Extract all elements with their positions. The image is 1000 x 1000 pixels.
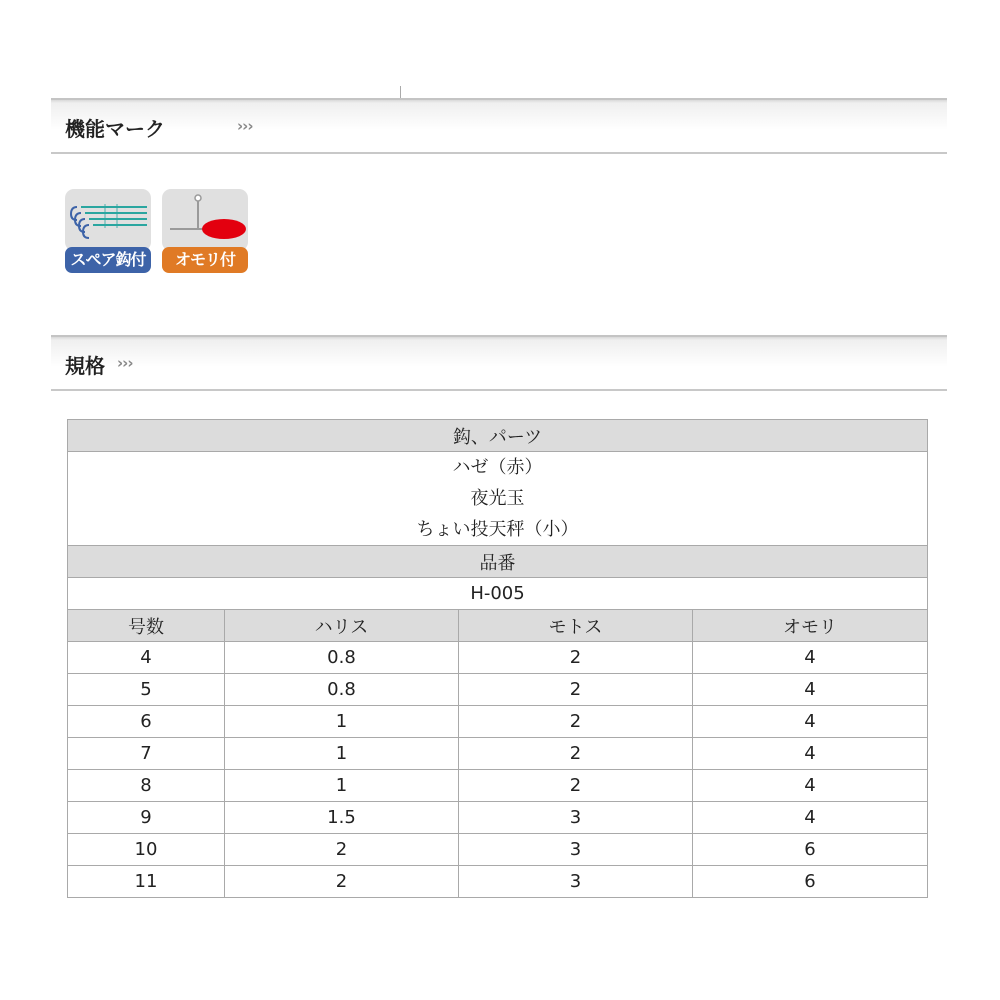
table-row: [68, 770, 928, 802]
harisu-cell: 1: [225, 738, 459, 770]
size-cell: 9: [68, 802, 225, 834]
harisu-cell: 2: [225, 834, 459, 866]
motosu-cell: 3: [459, 866, 693, 898]
omori-cell: 4: [693, 642, 928, 674]
table-row: [68, 674, 928, 706]
omori-cell: 4: [693, 706, 928, 738]
column-header-motosu: モトス: [459, 610, 693, 642]
chevrons-icon: ›››: [117, 354, 133, 372]
size-cell: 6: [68, 706, 225, 738]
harisu-cell: 0.8: [225, 674, 459, 706]
omori-cell: 6: [693, 866, 928, 898]
column-header-row: [68, 610, 928, 642]
column-header-harisu: ハリス: [225, 610, 459, 642]
table-row: [68, 706, 928, 738]
harisu-cell: 1: [225, 706, 459, 738]
part-item: 夜光玉: [470, 488, 525, 509]
features-title: 機能マーク: [65, 117, 165, 141]
motosu-cell: 2: [459, 706, 693, 738]
omori-cell: 6: [693, 834, 928, 866]
size-cell: 4: [68, 642, 225, 674]
features-section-header: [51, 98, 947, 154]
spec-section-header: [51, 335, 947, 391]
code-row: [68, 578, 928, 610]
motosu-cell: 2: [459, 674, 693, 706]
spare-hooks-label: スペア鈎付: [65, 247, 151, 273]
motosu-cell: 2: [459, 770, 693, 802]
motosu-cell: 2: [459, 738, 693, 770]
harisu-cell: 2: [225, 866, 459, 898]
omori-cell: 4: [693, 770, 928, 802]
parts-cell: [68, 452, 928, 546]
sinker-label: オモリ付: [162, 247, 248, 273]
harisu-cell: 0.8: [225, 642, 459, 674]
table-row: [68, 642, 928, 674]
omori-cell: 4: [693, 802, 928, 834]
table-row: [68, 866, 928, 898]
harisu-cell: 1.5: [225, 802, 459, 834]
code-header: 品番: [68, 546, 928, 578]
parts-header: 鈎、パーツ: [68, 420, 928, 452]
table-row: [68, 834, 928, 866]
table-row: [68, 738, 928, 770]
part-item: ちょい投天秤（小）: [416, 519, 579, 540]
column-header-size: 号数: [68, 610, 225, 642]
sinker-icon: [162, 189, 248, 251]
size-cell: 11: [68, 866, 225, 898]
parts-row: [68, 452, 928, 546]
parts-header-row: [68, 420, 928, 452]
size-cell: 5: [68, 674, 225, 706]
part-item: ハゼ（赤）: [452, 457, 543, 478]
chevrons-icon: ›››: [237, 117, 253, 135]
motosu-cell: 3: [459, 834, 693, 866]
size-cell: 7: [68, 738, 225, 770]
motosu-cell: 2: [459, 642, 693, 674]
divider-tick: [400, 86, 401, 98]
omori-cell: 4: [693, 674, 928, 706]
spec-title: 規格: [65, 354, 105, 378]
column-header-omori: オモリ: [693, 610, 928, 642]
spec-table: [67, 419, 928, 898]
spare-hooks-badge: [65, 189, 151, 275]
omori-cell: 4: [693, 738, 928, 770]
size-cell: 8: [68, 770, 225, 802]
table-row: [68, 802, 928, 834]
harisu-cell: 1: [225, 770, 459, 802]
sinker-badge: [162, 189, 248, 275]
spare-hooks-icon: [65, 189, 151, 251]
motosu-cell: 3: [459, 802, 693, 834]
size-cell: 10: [68, 834, 225, 866]
code-header-row: [68, 546, 928, 578]
product-code: H-005: [68, 578, 928, 610]
